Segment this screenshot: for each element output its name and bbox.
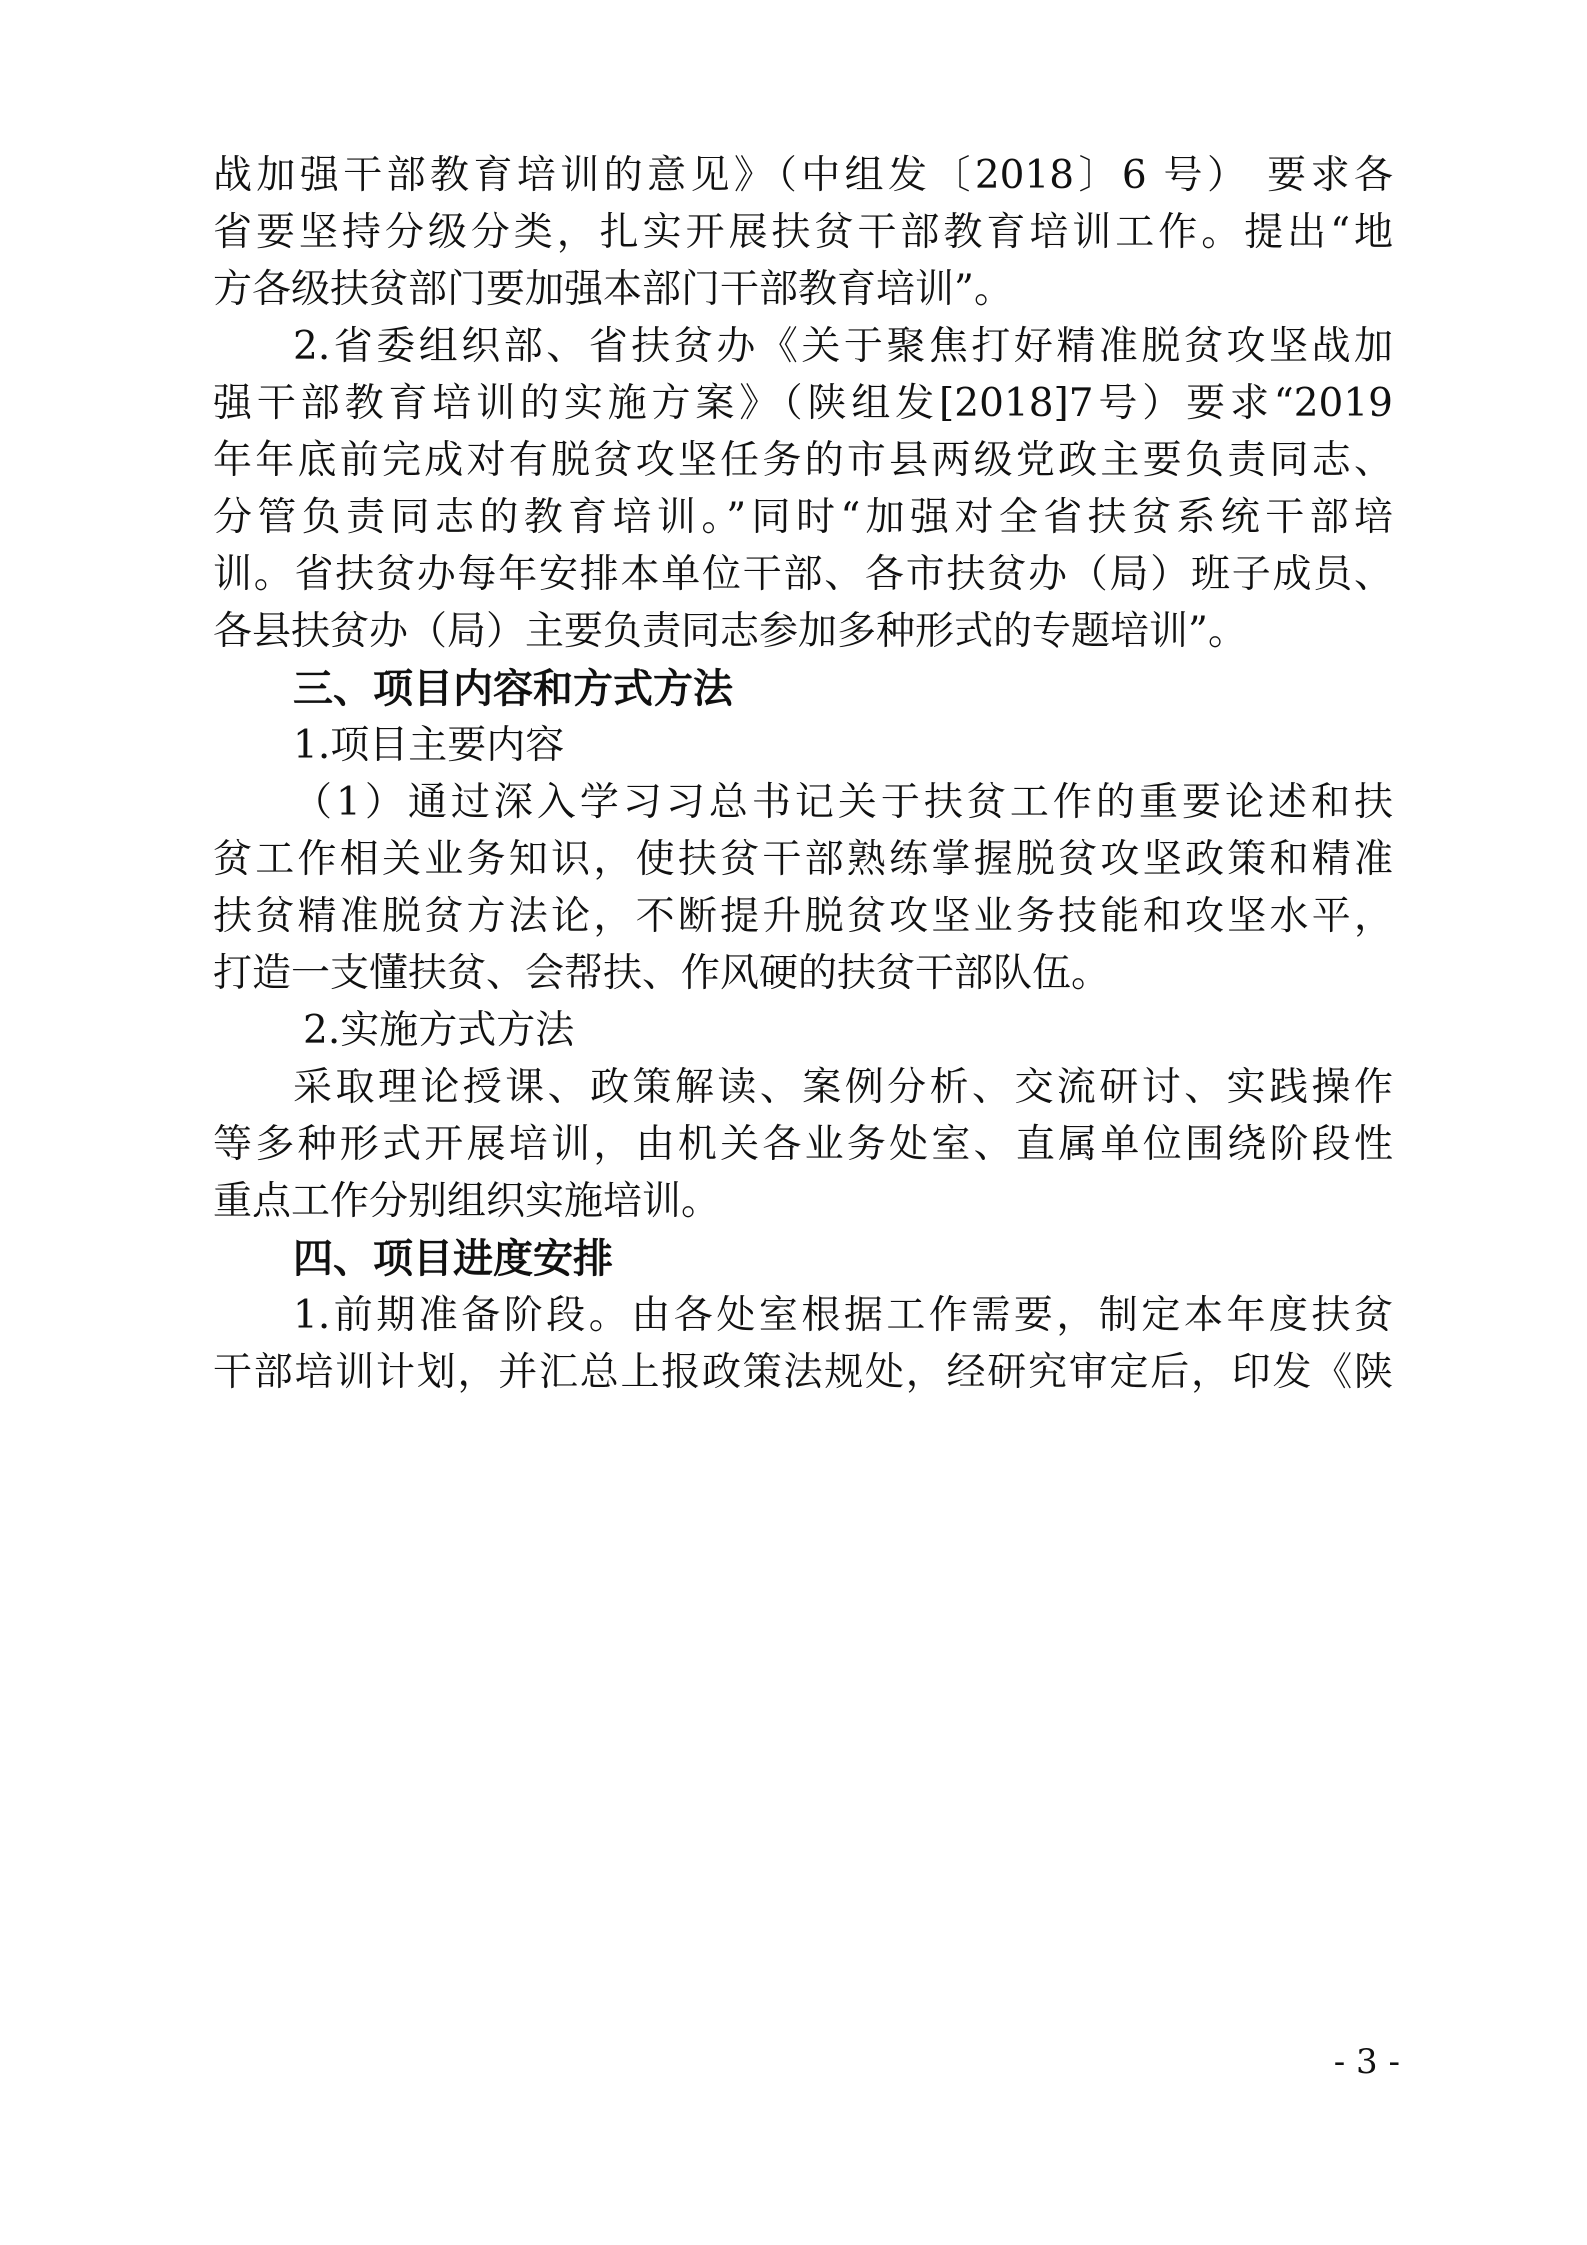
body-text-line: 1.前期准备阶段。由各处室根据工作需要，制定本年度扶贫 [293, 1293, 1393, 1338]
body-text-line: 打造一支懂扶贫、会帮扶、作风硬的扶贫干部队伍。 [213, 951, 1111, 996]
body-text-line: 采取理论授课、政策解读、案例分析、交流研讨、实践操作 [293, 1065, 1393, 1110]
subsection-heading: 1.项目主要内容 [293, 723, 565, 768]
body-text-line: （1）通过深入学习习总书记关于扶贫工作的重要论述和扶 [293, 780, 1393, 825]
body-text-line: 方各级扶贫部门要加强本部门干部教育培训”。 [213, 267, 1013, 312]
section-heading: 三、项目内容和方式方法 [293, 666, 733, 712]
body-text-line: 等多种形式开展培训，由机关各业务处室、直属单位围绕阶段性 [213, 1122, 1393, 1167]
section-heading: 四、项目进度安排 [293, 1236, 613, 1282]
body-text-line: 强干部教育培训的实施方案》（陕组发[2018]7号）要求“2019 [213, 381, 1393, 426]
body-text-line: 训。省扶贫办每年安排本单位干部、各市扶贫办（局）班子成员、 [213, 552, 1393, 597]
body-text-line: 各县扶贫办（局）主要负责同志参加多种形式的专题培训”。 [213, 609, 1247, 654]
body-text-line: 分管负责同志的教育培训。”同时“加强对全省扶贫系统干部培 [213, 495, 1393, 540]
body-text-line: 扶贫精准脱贫方法论，不断提升脱贫攻坚业务技能和攻坚水平， [213, 894, 1393, 939]
body-text-line: 2.省委组织部、省扶贫办《关于聚焦打好精准脱贫攻坚战加 [293, 324, 1393, 369]
page-number: - 3 - [1333, 2042, 1400, 2082]
body-text-line: 贫工作相关业务知识，使扶贫干部熟练掌握脱贫攻坚政策和精准 [213, 837, 1393, 882]
body-text-line: 省要坚持分级分类，扎实开展扶贫干部教育培训工作。提出“地 [213, 210, 1393, 255]
body-text-line: 战加强干部教育培训的意见》（中组发〔2018〕6 号） 要求各 [213, 153, 1393, 198]
body-text-line: 年年底前完成对有脱贫攻坚任务的市县两级党政主要负责同志、 [213, 438, 1393, 483]
subsection-heading: 2.实施方式方法 [303, 1008, 575, 1053]
body-text-line: 重点工作分别组织实施培训。 [213, 1179, 721, 1224]
body-text-line: 干部培训计划，并汇总上报政策法规处，经研究审定后，印发《陕 [213, 1350, 1393, 1395]
